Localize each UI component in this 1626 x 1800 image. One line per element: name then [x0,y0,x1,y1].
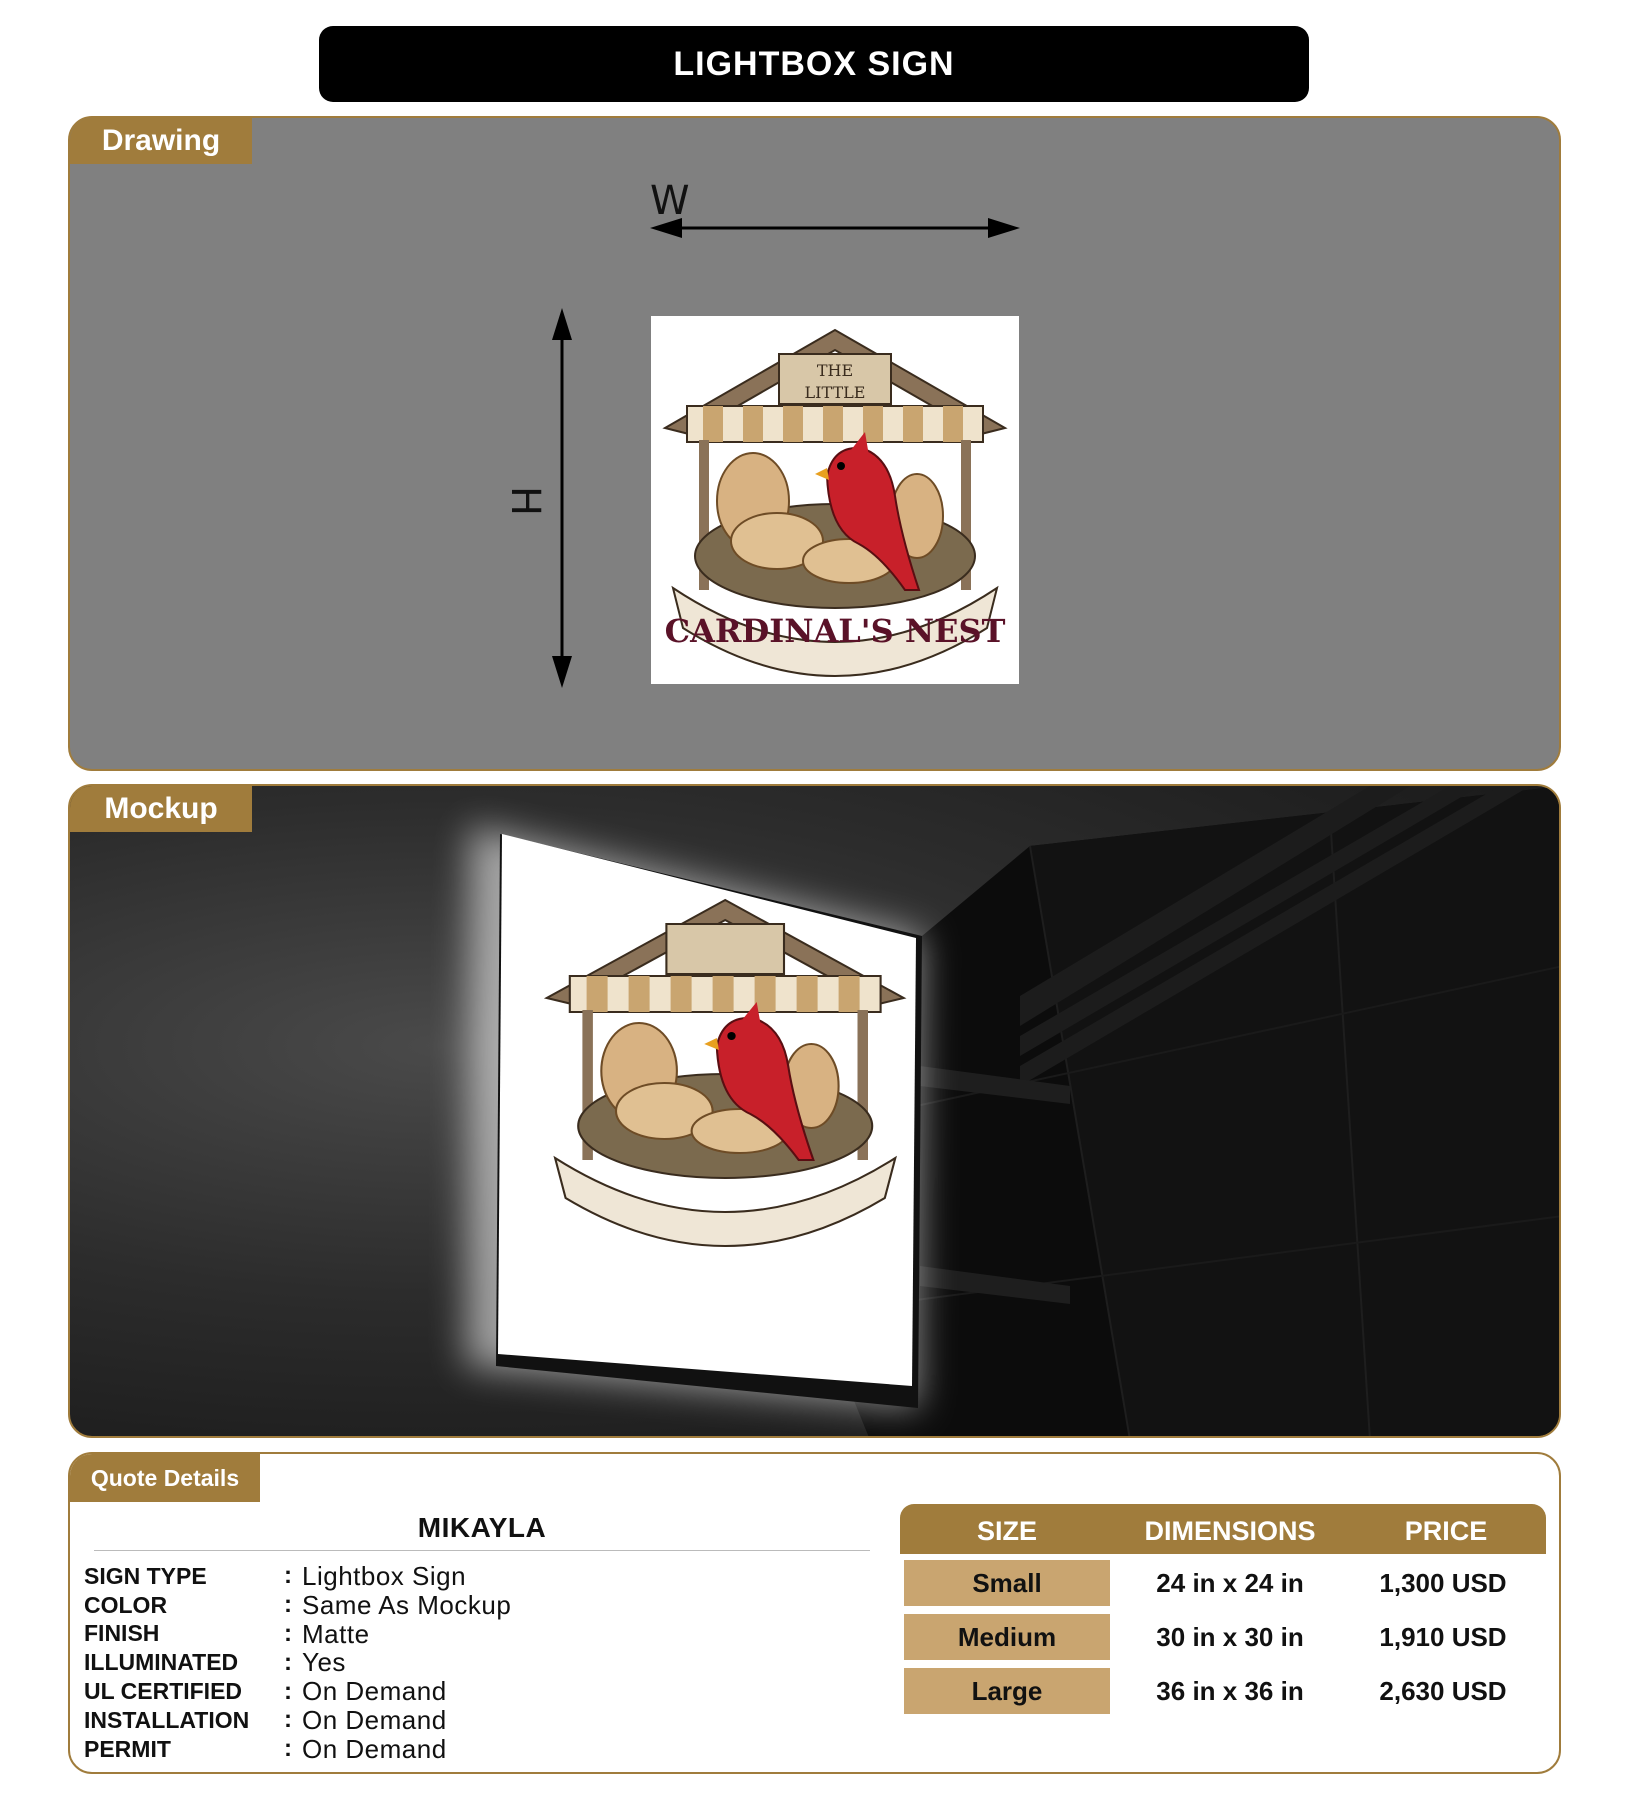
quote-panel [68,1452,1561,1774]
size-cell: Small [904,1560,1110,1606]
spec-value: Matte [302,1618,370,1649]
drawing-panel [68,116,1561,771]
spec-label: COLOR [84,1591,168,1618]
price-table-header [900,1504,1546,1554]
spec-value: Same As Mockup [302,1589,512,1620]
spec-value: Lightbox Sign [302,1560,467,1591]
spec-label: UL CERTIFIED [84,1678,243,1705]
spec-label: PERMIT [84,1735,171,1762]
quote-tab: Quote Details [70,1454,260,1502]
size-cell: Medium [904,1614,1110,1660]
price-cell: 1,300 USD [1379,1568,1507,1598]
mockup-tab: Mockup [70,786,252,832]
spec-row: COLOR : Same As Mockup [84,1589,512,1620]
price-row-large [900,1668,1546,1714]
spec-row: ILLUMINATED : Yes [84,1647,346,1678]
logo-banner-text: CARDINAL'S NEST [664,612,1006,650]
price-cell: 2,630 USD [1379,1676,1507,1706]
spec-value: On Demand [302,1704,447,1735]
spec-row: SIGN TYPE : Lightbox Sign [84,1560,467,1591]
lightbox-sign [70,786,1561,1438]
awning [687,406,983,442]
spec-label: INSTALLATION [84,1706,250,1733]
price-row-medium [900,1614,1546,1660]
page-title: LIGHTBOX SIGN [319,26,1309,102]
height-label: H [502,485,549,517]
size-header: SIZE [976,1516,1037,1546]
spec-label: FINISH [84,1620,160,1647]
logo-little-text: LITTLE [804,383,866,402]
customer-name: MIKAYLA [417,1512,547,1543]
dimensions-cell: 24 in x 24 in [1156,1568,1304,1598]
mockup-panel [68,784,1561,1438]
dimensions-cell: 30 in x 30 in [1156,1622,1304,1652]
lightbox-mockup [70,786,1561,1438]
spec-row: UL CERTIFIED : On Demand [84,1676,447,1707]
spec-list [84,1562,511,1764]
drawing-tab: Drawing [70,118,252,164]
spec-label: ILLUMINATED [84,1649,239,1676]
divider [94,1550,870,1551]
price-header: PRICE [1404,1516,1488,1546]
spec-row: PERMIT : On Demand [84,1733,447,1764]
spec-value: On Demand [302,1733,447,1764]
sign-drawing [651,316,1019,684]
dimensions-cell: 36 in x 36 in [1156,1676,1304,1706]
spec-label: SIGN TYPE [84,1562,207,1589]
spec-row: INSTALLATION : On Demand [84,1704,447,1735]
spec-row: FINISH : Matte [84,1618,370,1649]
price-row-small [900,1560,1546,1606]
price-cell: 1,910 USD [1379,1622,1507,1652]
size-cell: Large [904,1668,1110,1714]
spec-value: On Demand [302,1676,447,1707]
cardinals-nest-logo [651,316,1019,684]
spec-value: Yes [302,1647,346,1678]
dimensions-header: DIMENSIONS [1144,1516,1316,1546]
logo-the-text: THE [816,361,854,380]
width-label: W [650,178,690,224]
